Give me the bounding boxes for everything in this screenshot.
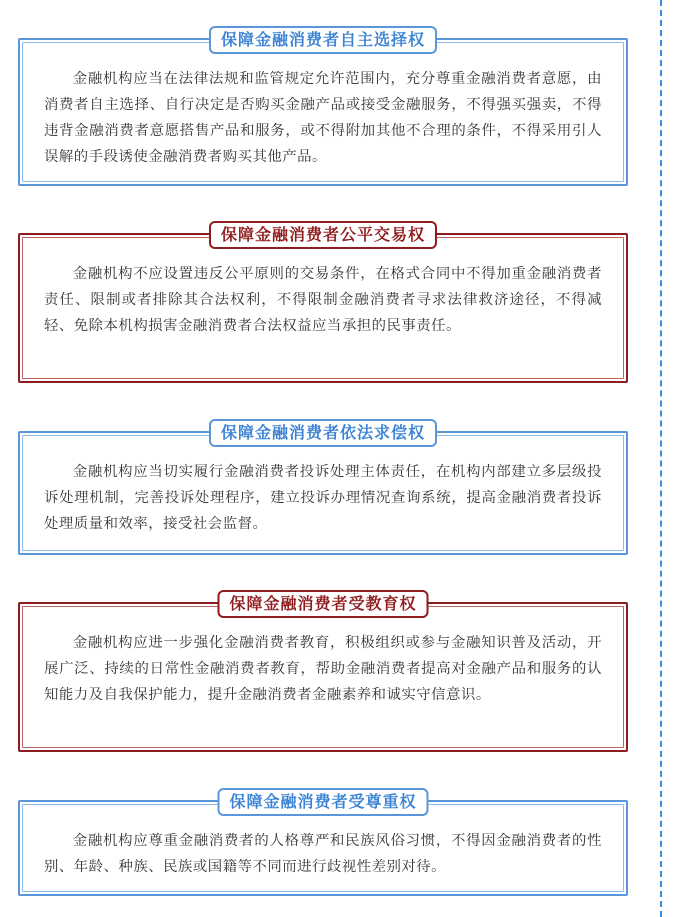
decorative-dashed-line	[660, 0, 662, 917]
section-body: 金融机构应当在法律法规和监管规定允许范围内，充分尊重金融消费者意愿，由消费者自主选择、自行决定是否购买金融产品或接受金融服务，不得强买强卖，不得违背金融消费者意愿搭售产品和服务，或不得附加其他不合理的条件，不得采用引人误解的手段诱使金融消费者购买其他产品。	[44, 71, 602, 165]
section-body: 金融机构应当切实履行金融消费者投诉处理主体责任，在机构内部建立多层级投诉处理机制，完善投诉处理程序，建立投诉办理情况查询系统，提高金融消费者投诉处理质量和效率，接受社会监督。	[44, 464, 602, 532]
section-title: 保障金融消费者公平交易权	[209, 221, 437, 249]
section-title: 保障金融消费者依法求偿权	[209, 419, 437, 447]
section-title: 保障金融消费者受尊重权	[217, 788, 428, 816]
section-body: 金融机构应进一步强化金融消费者教育，积极组织或参与金融知识普及活动，开展广泛、持续的日常性金融消费者教育，帮助金融消费者提高对金融产品和服务的认知能力及自我保护能力，提升金融消费者金融素养和诚实守信意识。	[44, 635, 602, 703]
section-card-education	[18, 594, 628, 752]
section-card-choice	[18, 30, 628, 186]
section-card-compensation	[18, 423, 628, 555]
section-card-fair-trade	[18, 225, 628, 383]
section-body: 金融机构不应设置违反公平原则的交易条件，在格式合同中不得加重金融消费者责任、限制或者排除其合法权利，不得限制金融消费者寻求法律救济途径，不得减轻、免除本机构损害金融消费者合法权益应当承担的民事责任。	[44, 266, 602, 334]
section-title: 保障金融消费者自主选择权	[209, 26, 437, 54]
section-title: 保障金融消费者受教育权	[217, 590, 428, 618]
section-body: 金融机构应尊重金融消费者的人格尊严和民族风俗习惯，不得因金融消费者的性别、年龄、种族、民族或国籍等不同而进行歧视性差别对待。	[44, 833, 602, 875]
section-card-respect	[18, 792, 628, 896]
